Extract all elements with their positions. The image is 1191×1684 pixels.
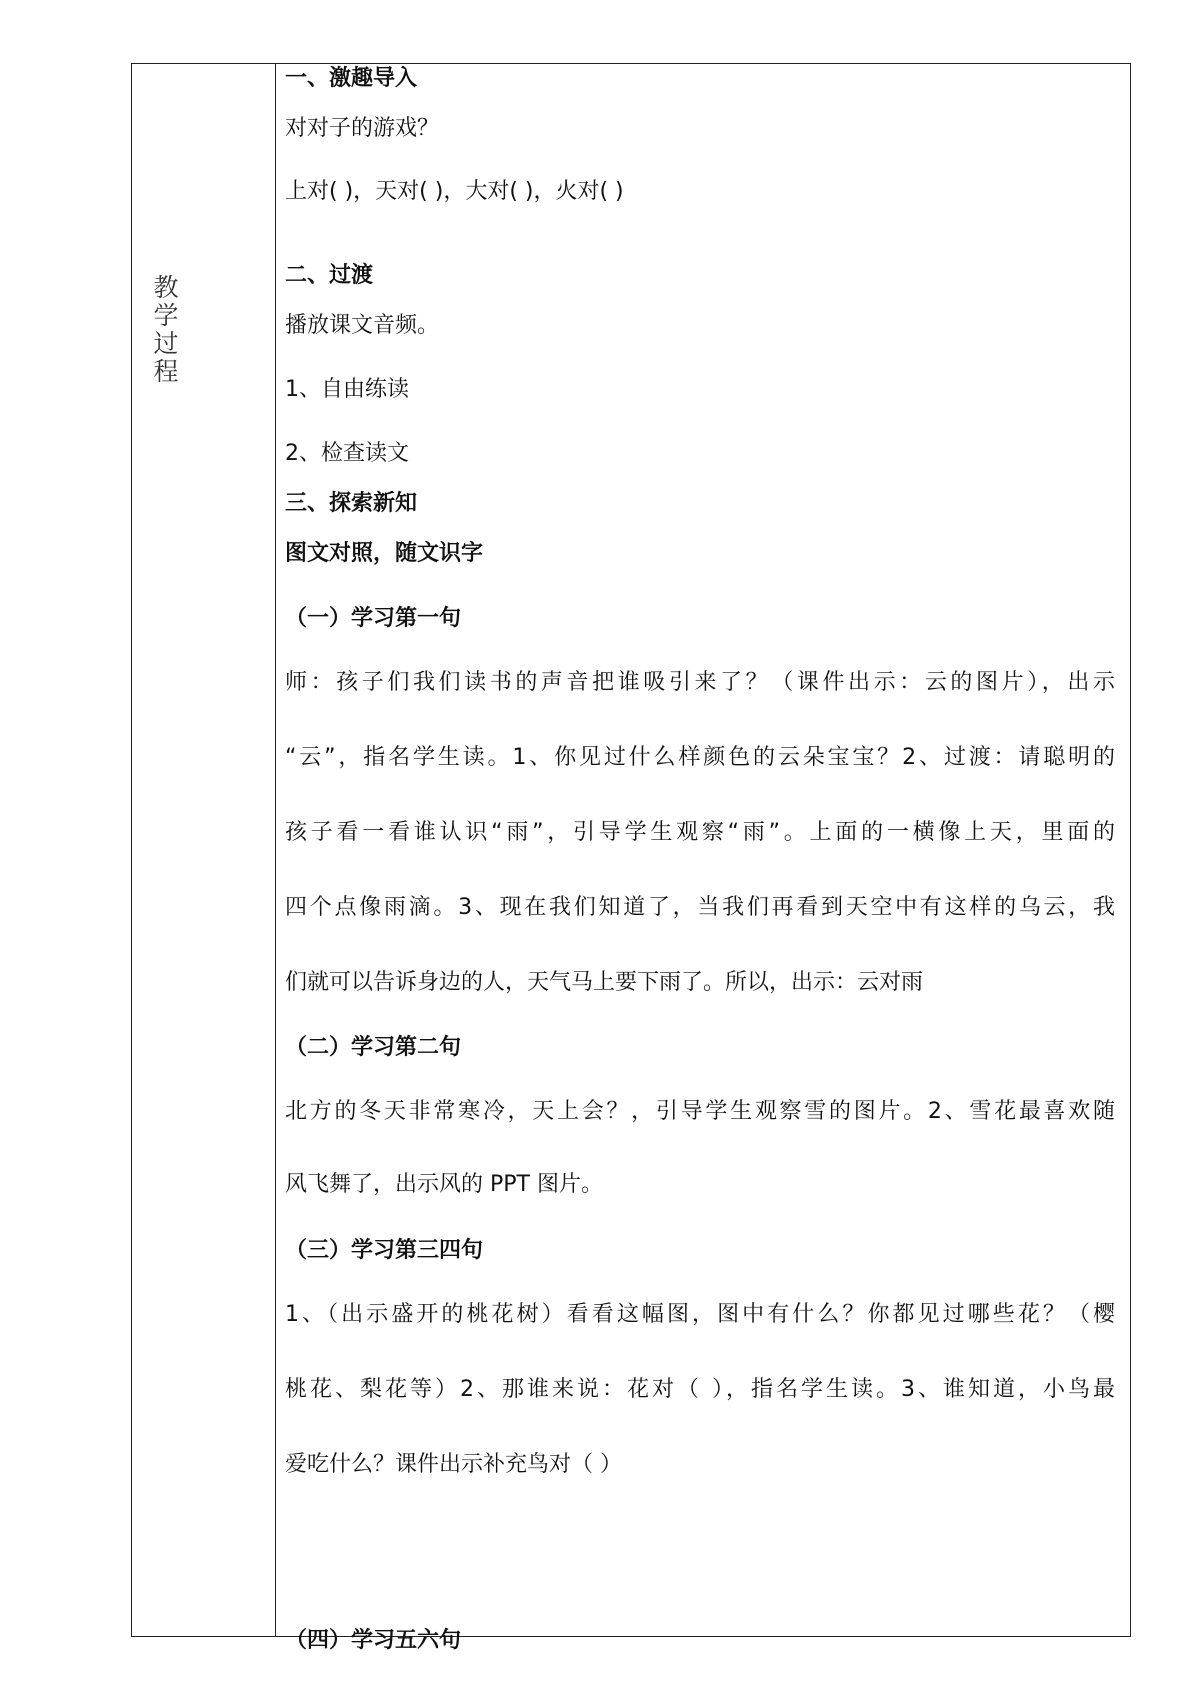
intro-question: 对对子的游戏？ <box>285 116 440 141</box>
transition-play: 播放课文音频。 <box>285 313 440 338</box>
part3-line-2: 桃花、梨花等）2、那谁来说：花对（ ），指名学生读。3、谁知道，小鸟最 <box>285 1377 1115 1402</box>
label-cell <box>132 64 275 1636</box>
intro-heading: 一、激趣导入 <box>285 66 418 91</box>
transition-step-1: 1、自由练读 <box>285 377 409 402</box>
part2-line-1: 北方的冬天非常寒冷，天上会？，引导学生观察雪的图片。2、雪花最喜欢随 <box>285 1099 1115 1124</box>
content-cell <box>285 64 1125 1653</box>
column-divider <box>275 64 276 1636</box>
section-label: 教学过程 <box>153 273 179 386</box>
transition-step-2: 2、检查读文 <box>285 441 409 466</box>
transition-heading: 二、过渡 <box>285 263 374 288</box>
intro-pairs: 上对( )，天对( )，大对( )，火对( ) <box>285 179 624 204</box>
part3-line-3: 爱吃什么？课件出示补充鸟对（ ） <box>285 1452 622 1477</box>
part1-line-4: 四个点像雨滴。3、现在我们知道了，当我们再看到天空中有这样的乌云，我 <box>285 895 1115 920</box>
explore-subheading: 图文对照，随文识字 <box>285 541 484 566</box>
part1-line-2: “云”，指名学生读。1、你见过什么样颜色的云朵宝宝？2、过渡：请聪明的 <box>285 745 1115 770</box>
explore-heading: 三、探索新知 <box>285 491 418 516</box>
part3-heading: （三）学习第三四句 <box>285 1238 484 1263</box>
lesson-plan-table <box>131 63 1131 1653</box>
part2-line-2: 风飞舞了，出示风的 PPT 图片。 <box>285 1172 603 1197</box>
part3-line-1: 1、（出示盛开的桃花树）看看这幅图，图中有什么？你都见过哪些花？（樱 <box>285 1302 1115 1327</box>
part1-line-5: 们就可以告诉身边的人，天气马上要下雨了。所以，出示：云对雨 <box>285 970 924 995</box>
part1-heading: （一）学习第一句 <box>285 606 462 631</box>
part4-heading: （四）学习五六句 <box>285 1628 462 1653</box>
part1-line-1: 师：孩子们我们读书的声音把谁吸引来了？（课件出示：云的图片），出示 <box>285 670 1115 695</box>
part1-line-3: 孩子看一看谁认识“雨”，引导学生观察“雨”。上面的一横像上天，里面的 <box>285 820 1115 845</box>
part2-heading: （二）学习第二句 <box>285 1035 462 1060</box>
